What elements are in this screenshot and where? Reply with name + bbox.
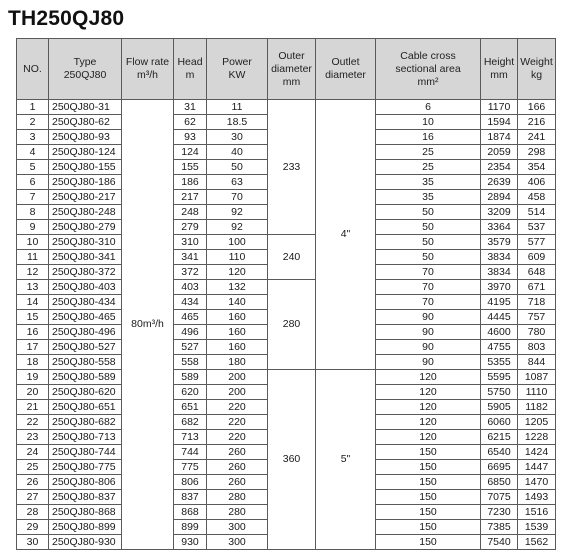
cell-type: 250QJ80-713 (49, 430, 122, 445)
cell-head: 341 (174, 250, 207, 265)
cell-height: 1594 (481, 115, 518, 130)
cell-head: 744 (174, 445, 207, 460)
table-header (17, 39, 556, 100)
cell-head: 899 (174, 520, 207, 535)
cell-outlet-diameter: 5" (316, 370, 376, 550)
cell-weight: 241 (518, 130, 556, 145)
cell-height: 7385 (481, 520, 518, 535)
cell-weight: 537 (518, 220, 556, 235)
cell-power: 220 (207, 415, 268, 430)
cell-power: 11 (207, 100, 268, 115)
cell-weight: 648 (518, 265, 556, 280)
cell-outer-diameter: 240 (268, 235, 316, 280)
cell-power: 280 (207, 505, 268, 520)
cell-height: 2639 (481, 175, 518, 190)
cell-power: 200 (207, 385, 268, 400)
cell-cable-area: 10 (376, 115, 481, 130)
cell-power: 260 (207, 460, 268, 475)
cell-outer-diameter: 233 (268, 100, 316, 235)
cell-height: 3834 (481, 250, 518, 265)
cell-head: 558 (174, 355, 207, 370)
table-row (17, 370, 556, 385)
cell-cable-area: 6 (376, 100, 481, 115)
cell-power: 92 (207, 220, 268, 235)
cell-head: 651 (174, 400, 207, 415)
cell-height: 2894 (481, 190, 518, 205)
cell-cable-area: 150 (376, 520, 481, 535)
cell-weight: 1516 (518, 505, 556, 520)
header-cable-area: Cable cross sectional area mm² (376, 39, 481, 100)
cell-power: 220 (207, 430, 268, 445)
cell-no: 8 (17, 205, 49, 220)
cell-no: 14 (17, 295, 49, 310)
cell-height: 5905 (481, 400, 518, 415)
cell-head: 837 (174, 490, 207, 505)
cell-head: 93 (174, 130, 207, 145)
cell-type: 250QJ80-496 (49, 325, 122, 340)
cell-weight: 844 (518, 355, 556, 370)
cell-head: 465 (174, 310, 207, 325)
cell-cable-area: 120 (376, 370, 481, 385)
header-height: Height mm (481, 39, 518, 100)
cell-type: 250QJ80-403 (49, 280, 122, 295)
cell-head: 589 (174, 370, 207, 385)
table-row (17, 280, 556, 295)
cell-weight: 803 (518, 340, 556, 355)
cell-head: 713 (174, 430, 207, 445)
document-title: TH250QJ80 (8, 7, 125, 30)
cell-power: 160 (207, 310, 268, 325)
cell-no: 30 (17, 535, 49, 550)
cell-type: 250QJ80-31 (49, 100, 122, 115)
cell-weight: 514 (518, 205, 556, 220)
cell-cable-area: 90 (376, 355, 481, 370)
cell-type: 250QJ80-62 (49, 115, 122, 130)
cell-weight: 354 (518, 160, 556, 175)
cell-weight: 609 (518, 250, 556, 265)
header-type: Type 250QJ80 (49, 39, 122, 100)
cell-no: 18 (17, 355, 49, 370)
cell-cable-area: 90 (376, 310, 481, 325)
cell-cable-area: 120 (376, 430, 481, 445)
cell-cable-area: 90 (376, 340, 481, 355)
cell-no: 1 (17, 100, 49, 115)
cell-no: 13 (17, 280, 49, 295)
cell-type: 250QJ80-217 (49, 190, 122, 205)
cell-power: 92 (207, 205, 268, 220)
cell-type: 250QJ80-93 (49, 130, 122, 145)
cell-height: 7075 (481, 490, 518, 505)
cell-height: 3834 (481, 265, 518, 280)
cell-type: 250QJ80-620 (49, 385, 122, 400)
cell-type: 250QJ80-806 (49, 475, 122, 490)
cell-power: 63 (207, 175, 268, 190)
cell-weight: 166 (518, 100, 556, 115)
cell-height: 1874 (481, 130, 518, 145)
table-body (17, 100, 556, 550)
cell-height: 5595 (481, 370, 518, 385)
cell-height: 6850 (481, 475, 518, 490)
cell-height: 4195 (481, 295, 518, 310)
cell-head: 155 (174, 160, 207, 175)
cell-head: 806 (174, 475, 207, 490)
cell-type: 250QJ80-651 (49, 400, 122, 415)
cell-head: 527 (174, 340, 207, 355)
cell-power: 260 (207, 445, 268, 460)
cell-cable-area: 70 (376, 295, 481, 310)
cell-cable-area: 70 (376, 280, 481, 295)
cell-type: 250QJ80-744 (49, 445, 122, 460)
cell-cable-area: 35 (376, 175, 481, 190)
cell-type: 250QJ80-279 (49, 220, 122, 235)
cell-weight: 1539 (518, 520, 556, 535)
cell-power: 110 (207, 250, 268, 265)
cell-no: 22 (17, 415, 49, 430)
cell-cable-area: 150 (376, 535, 481, 550)
cell-height: 3364 (481, 220, 518, 235)
cell-type: 250QJ80-186 (49, 175, 122, 190)
cell-cable-area: 50 (376, 205, 481, 220)
cell-type: 250QJ80-682 (49, 415, 122, 430)
cell-power: 100 (207, 235, 268, 250)
cell-weight: 458 (518, 190, 556, 205)
cell-power: 200 (207, 370, 268, 385)
cell-type: 250QJ80-248 (49, 205, 122, 220)
cell-cable-area: 50 (376, 250, 481, 265)
header-outlet-diameter: Outlet diameter (316, 39, 376, 100)
cell-no: 3 (17, 130, 49, 145)
cell-head: 372 (174, 265, 207, 280)
cell-power: 300 (207, 535, 268, 550)
cell-power: 180 (207, 355, 268, 370)
cell-cable-area: 25 (376, 160, 481, 175)
cell-no: 2 (17, 115, 49, 130)
cell-head: 403 (174, 280, 207, 295)
cell-height: 4445 (481, 310, 518, 325)
cell-no: 9 (17, 220, 49, 235)
cell-no: 5 (17, 160, 49, 175)
cell-no: 10 (17, 235, 49, 250)
cell-head: 62 (174, 115, 207, 130)
cell-height: 6060 (481, 415, 518, 430)
cell-no: 23 (17, 430, 49, 445)
cell-height: 6695 (481, 460, 518, 475)
cell-weight: 1182 (518, 400, 556, 415)
cell-height: 4600 (481, 325, 518, 340)
cell-type: 250QJ80-372 (49, 265, 122, 280)
header-outer-diameter: Outer diameter mm (268, 39, 316, 100)
cell-weight: 757 (518, 310, 556, 325)
cell-weight: 1205 (518, 415, 556, 430)
cell-weight: 1424 (518, 445, 556, 460)
cell-height: 1170 (481, 100, 518, 115)
cell-head: 434 (174, 295, 207, 310)
cell-type: 250QJ80-155 (49, 160, 122, 175)
cell-weight: 1087 (518, 370, 556, 385)
cell-head: 496 (174, 325, 207, 340)
cell-type: 250QJ80-558 (49, 355, 122, 370)
cell-no: 16 (17, 325, 49, 340)
cell-type: 250QJ80-868 (49, 505, 122, 520)
cell-weight: 1493 (518, 490, 556, 505)
cell-power: 220 (207, 400, 268, 415)
cell-cable-area: 50 (376, 220, 481, 235)
cell-no: 27 (17, 490, 49, 505)
cell-power: 50 (207, 160, 268, 175)
cell-power: 40 (207, 145, 268, 160)
cell-flow-rate: 80m³/h (122, 100, 174, 550)
cell-head: 868 (174, 505, 207, 520)
cell-no: 24 (17, 445, 49, 460)
cell-height: 2354 (481, 160, 518, 175)
header-head: Head m (174, 39, 207, 100)
cell-power: 300 (207, 520, 268, 535)
cell-weight: 577 (518, 235, 556, 250)
cell-head: 775 (174, 460, 207, 475)
cell-power: 70 (207, 190, 268, 205)
cell-head: 31 (174, 100, 207, 115)
cell-weight: 1228 (518, 430, 556, 445)
cell-type: 250QJ80-341 (49, 250, 122, 265)
cell-weight: 1562 (518, 535, 556, 550)
cell-no: 26 (17, 475, 49, 490)
table-row (17, 100, 556, 115)
cell-no: 4 (17, 145, 49, 160)
cell-cable-area: 120 (376, 415, 481, 430)
cell-head: 620 (174, 385, 207, 400)
cell-height: 6540 (481, 445, 518, 460)
cell-height: 4755 (481, 340, 518, 355)
spec-table (16, 38, 556, 550)
cell-no: 15 (17, 310, 49, 325)
cell-cable-area: 150 (376, 460, 481, 475)
cell-cable-area: 150 (376, 490, 481, 505)
cell-type: 250QJ80-589 (49, 370, 122, 385)
cell-power: 30 (207, 130, 268, 145)
cell-no: 17 (17, 340, 49, 355)
cell-outlet-diameter: 4" (316, 100, 376, 370)
cell-weight: 298 (518, 145, 556, 160)
cell-head: 279 (174, 220, 207, 235)
cell-power: 132 (207, 280, 268, 295)
cell-height: 5750 (481, 385, 518, 400)
cell-type: 250QJ80-527 (49, 340, 122, 355)
cell-power: 18.5 (207, 115, 268, 130)
cell-cable-area: 90 (376, 325, 481, 340)
header-row (17, 39, 556, 100)
cell-no: 28 (17, 505, 49, 520)
header-weight: Weight kg (518, 39, 556, 100)
cell-no: 25 (17, 460, 49, 475)
cell-weight: 406 (518, 175, 556, 190)
cell-head: 310 (174, 235, 207, 250)
cell-power: 140 (207, 295, 268, 310)
cell-no: 6 (17, 175, 49, 190)
cell-power: 260 (207, 475, 268, 490)
cell-weight: 216 (518, 115, 556, 130)
cell-height: 5355 (481, 355, 518, 370)
cell-head: 124 (174, 145, 207, 160)
cell-cable-area: 50 (376, 235, 481, 250)
cell-cable-area: 150 (376, 505, 481, 520)
cell-outer-diameter: 280 (268, 280, 316, 370)
cell-no: 21 (17, 400, 49, 415)
cell-weight: 780 (518, 325, 556, 340)
header-flow-rate: Flow rate m³/h (122, 39, 174, 100)
cell-outer-diameter: 360 (268, 370, 316, 550)
cell-weight: 671 (518, 280, 556, 295)
cell-type: 250QJ80-310 (49, 235, 122, 250)
cell-height: 3579 (481, 235, 518, 250)
cell-height: 3209 (481, 205, 518, 220)
cell-head: 186 (174, 175, 207, 190)
cell-cable-area: 150 (376, 445, 481, 460)
cell-head: 248 (174, 205, 207, 220)
cell-power: 120 (207, 265, 268, 280)
cell-height: 2059 (481, 145, 518, 160)
header-no: NO. (17, 39, 49, 100)
cell-no: 12 (17, 265, 49, 280)
cell-power: 160 (207, 340, 268, 355)
cell-cable-area: 35 (376, 190, 481, 205)
cell-no: 20 (17, 385, 49, 400)
cell-no: 7 (17, 190, 49, 205)
cell-height: 7230 (481, 505, 518, 520)
cell-type: 250QJ80-434 (49, 295, 122, 310)
cell-type: 250QJ80-465 (49, 310, 122, 325)
cell-type: 250QJ80-930 (49, 535, 122, 550)
cell-type: 250QJ80-899 (49, 520, 122, 535)
cell-no: 19 (17, 370, 49, 385)
cell-type: 250QJ80-775 (49, 460, 122, 475)
cell-cable-area: 150 (376, 475, 481, 490)
cell-cable-area: 25 (376, 145, 481, 160)
cell-height: 7540 (481, 535, 518, 550)
cell-type: 250QJ80-837 (49, 490, 122, 505)
table-row (17, 235, 556, 250)
cell-no: 29 (17, 520, 49, 535)
cell-power: 160 (207, 325, 268, 340)
cell-head: 682 (174, 415, 207, 430)
cell-cable-area: 120 (376, 385, 481, 400)
header-power: Power KW (207, 39, 268, 100)
cell-height: 6215 (481, 430, 518, 445)
cell-no: 11 (17, 250, 49, 265)
cell-weight: 1470 (518, 475, 556, 490)
cell-cable-area: 120 (376, 400, 481, 415)
cell-head: 217 (174, 190, 207, 205)
cell-weight: 1110 (518, 385, 556, 400)
cell-head: 930 (174, 535, 207, 550)
cell-power: 280 (207, 490, 268, 505)
cell-weight: 1447 (518, 460, 556, 475)
cell-cable-area: 70 (376, 265, 481, 280)
cell-weight: 718 (518, 295, 556, 310)
cell-cable-area: 16 (376, 130, 481, 145)
cell-type: 250QJ80-124 (49, 145, 122, 160)
cell-height: 3970 (481, 280, 518, 295)
